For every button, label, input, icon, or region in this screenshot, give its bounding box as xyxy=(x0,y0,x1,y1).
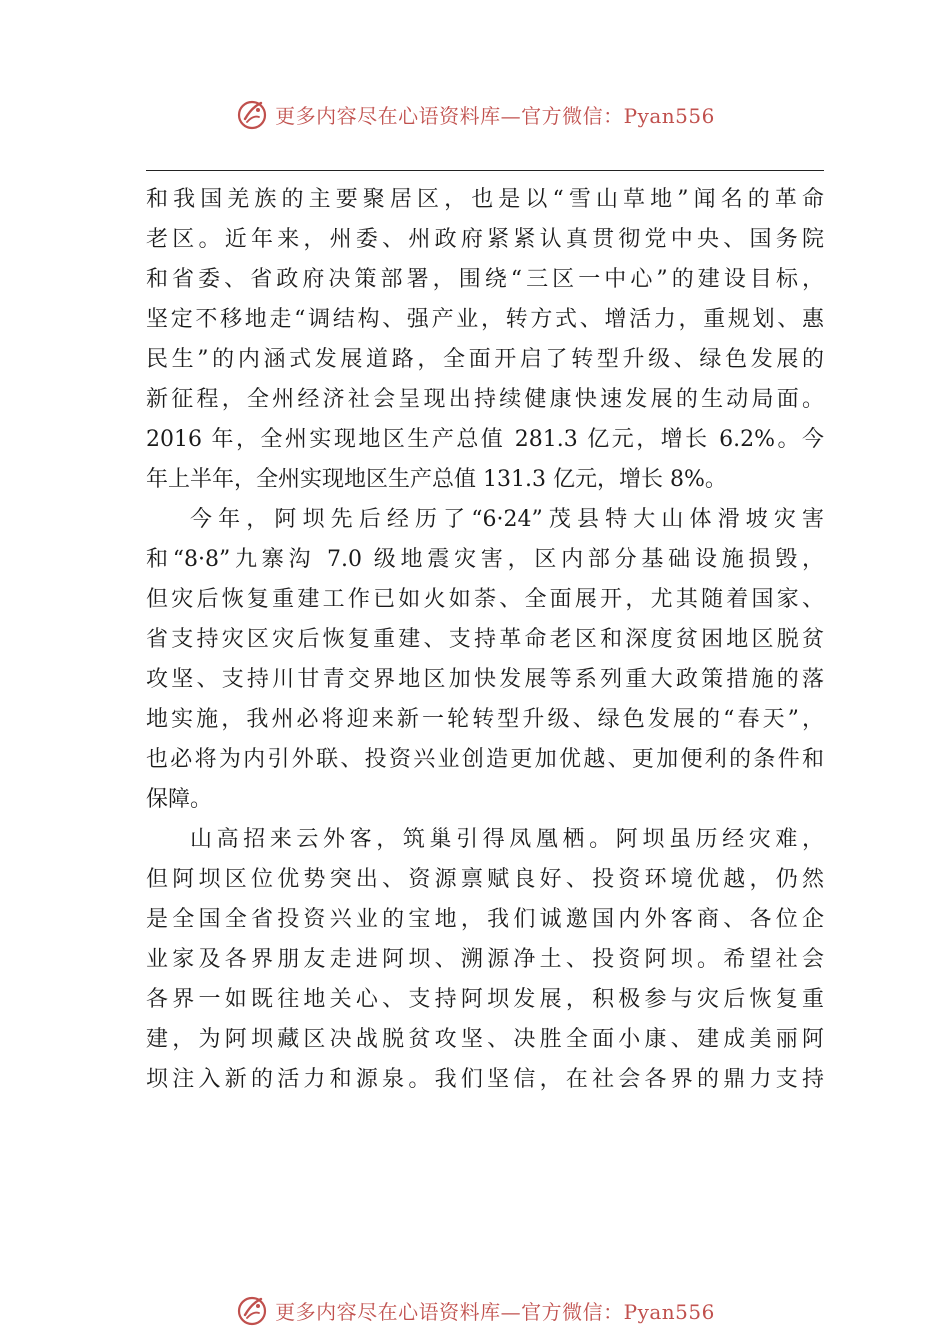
text-line: 也必将为内引外联、投资兴业创造更加优越、更加便利的条件和 xyxy=(146,747,824,772)
text-line: 但灾后恢复重建工作已如火如荼、全面展开，尤其随着国家、 xyxy=(146,587,824,612)
text-line: 但阿坝区位优势突出、资源禀赋良好、投资环境优越，仍然 xyxy=(146,867,824,892)
text-line: 攻坚、支持川甘青交界地区加快发展等系列重大政策措施的落 xyxy=(146,667,824,692)
text-line: 老区。近年来，州委、州政府紧紧认真贯彻党中央、国务院 xyxy=(146,227,824,252)
footer-banner xyxy=(0,1290,950,1330)
text-line: 民生”的内涵式发展道路，全面开启了转型升级、绿色发展的 xyxy=(146,347,824,372)
text-line: 2016 年，全州实现地区生产总值 281.3 亿元，增长 6.2%。今 xyxy=(146,427,824,452)
header-rule xyxy=(146,170,824,171)
text-line: 坚定不移地走“调结构、强产业，转方式、增活力，重规划、惠 xyxy=(146,307,824,332)
text-line: 建，为阿坝藏区决战脱贫攻坚、决胜全面小康、建成美丽阿 xyxy=(146,1027,824,1052)
text-line: 年上半年，全州实现地区生产总值 131.3 亿元，增长 8%。 xyxy=(146,467,727,492)
text-line: 是全国全省投资兴业的宝地，我们诚邀国内外客商、各位企 xyxy=(146,907,824,932)
document-body xyxy=(146,180,824,1100)
header-banner-text: 更多内容尽在心语资料库—官方微信：Pyan556 xyxy=(275,103,715,128)
text-line: 业家及各界朋友走进阿坝、溯源净土、投资阿坝。希望社会 xyxy=(146,947,824,972)
footer-banner-text: 更多内容尽在心语资料库—官方微信：Pyan556 xyxy=(275,1299,715,1324)
text-line: 各界一如既往地关心、支持阿坝发展，积极参与灾后恢复重 xyxy=(146,987,824,1012)
text-line: 和我国羌族的主要聚居区，也是以“雪山草地”闻名的革命 xyxy=(146,187,824,212)
brand-logo-icon xyxy=(235,97,269,131)
text-line: 山高招来云外客，筑巢引得凤凰栖。阿坝虽历经灾难， xyxy=(190,827,824,852)
header-banner xyxy=(0,94,950,134)
text-line: 省支持灾区灾后恢复重建、支持革命老区和深度贫困地区脱贫 xyxy=(146,627,824,652)
text-line: 地实施，我州必将迎来新一轮转型升级、绿色发展的“春天”， xyxy=(146,707,824,732)
brand-logo-icon xyxy=(235,1293,269,1327)
text-line: 坝注入新的活力和源泉。我们坚信，在社会各界的鼎力支持 xyxy=(146,1067,824,1092)
text-line: 和“8·8”九寨沟 7.0 级地震灾害，区内部分基础设施损毁， xyxy=(146,547,824,572)
text-line: 新征程，全州经济社会呈现出持续健康快速发展的生动局面。 xyxy=(146,387,824,412)
text-line: 和省委、省政府决策部署，围绕“三区一中心”的建设目标， xyxy=(146,267,824,292)
text-line: 保障。 xyxy=(146,787,213,812)
text-line: 今年，阿坝先后经历了“6·24”茂县特大山体滑坡灾害 xyxy=(190,507,824,532)
